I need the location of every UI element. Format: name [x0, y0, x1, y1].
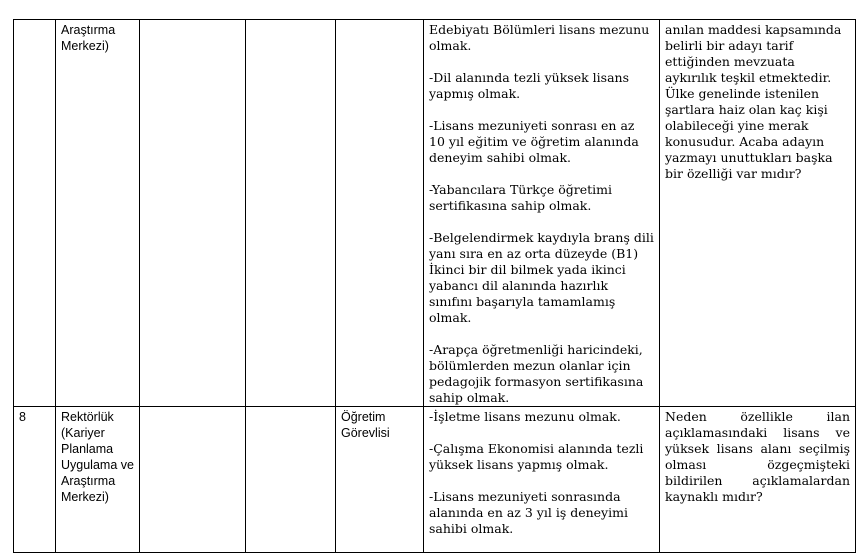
requirement-item: -Lisans mezuniyeti sonrası en az 10 yıl eğitim ve öğretim alanında deneyim sahibi olmak. — [429, 118, 639, 165]
requirement-item: -Dil alanında tezli yüksek lisans yapmış olmak. — [429, 70, 629, 101]
requirement-item: -Belgelendirmek kaydıyla branş dili yanı sıra en az orta düzeyde (B1) İkinci bir dil bilmek yada ikinci yabancı dil alanında hazırlık sınıfını başarıyla tamamlamış olmak. — [429, 230, 654, 325]
requirement-item: -Yabancılara Türkçe öğretimi sertifikasına sahip olmak. — [429, 182, 613, 213]
note-cell: anılan maddesi kapsamında belirli bir adayı tarif ettiğinden mevzuata aykırılık teşkil etmektedir. Ülke genelinde istenilen şartlara haiz olan kaç kişi olabileceği yine merak konusudur. Acaba adayın yazmayı unuttukları başka bir özelliği var mıdır? — [660, 20, 856, 407]
unit-cell — [56, 20, 140, 407]
requirement-item: -Lisans mezuniyeti sonrasında alanında en az 3 yıl iş deneyimi sahibi olmak. — [429, 489, 628, 536]
requirement-item: -Arapça öğretmenliği haricindeki, bölümlerden mezun olanlar için pedagojik formasyon sertifikasına sahip olmak. — [429, 342, 644, 405]
requirements-cell — [424, 407, 660, 553]
unit-cell — [56, 407, 140, 553]
requirement-item: Edebiyatı Bölümleri lisans mezunu olmak. — [429, 22, 650, 53]
requirements-cell — [424, 20, 660, 407]
position-text: Öğretim Görevlisi — [341, 410, 390, 440]
requirement-item: -Çalışma Ekonomisi alanında tezli yüksek lisans yapmış olmak. — [429, 441, 644, 472]
row-number-cell — [14, 20, 56, 407]
document-table — [13, 19, 856, 553]
note-cell: Neden özellikle ilan açıklamasındaki lisans ve yüksek lisans alanı seçilmiş olması özgeçmişteki bildirilen açıklamalardan kaynaklı mıdır? — [660, 407, 856, 553]
empty-cell — [246, 407, 336, 553]
table-row — [14, 20, 856, 407]
unit-text: Rektörlük (Kariyer Planlama Uygulama ve Araştırma Merkezi) — [61, 410, 134, 504]
empty-cell — [246, 20, 336, 407]
requirement-item: -İşletme lisans mezunu olmak. — [429, 409, 621, 424]
empty-cell — [140, 407, 246, 553]
empty-cell — [140, 20, 246, 407]
position-cell — [336, 20, 424, 407]
table-row — [14, 407, 856, 553]
row-number-cell: 8 — [14, 407, 56, 553]
unit-text: Araştırma Merkezi) — [61, 23, 116, 53]
position-cell — [336, 407, 424, 553]
